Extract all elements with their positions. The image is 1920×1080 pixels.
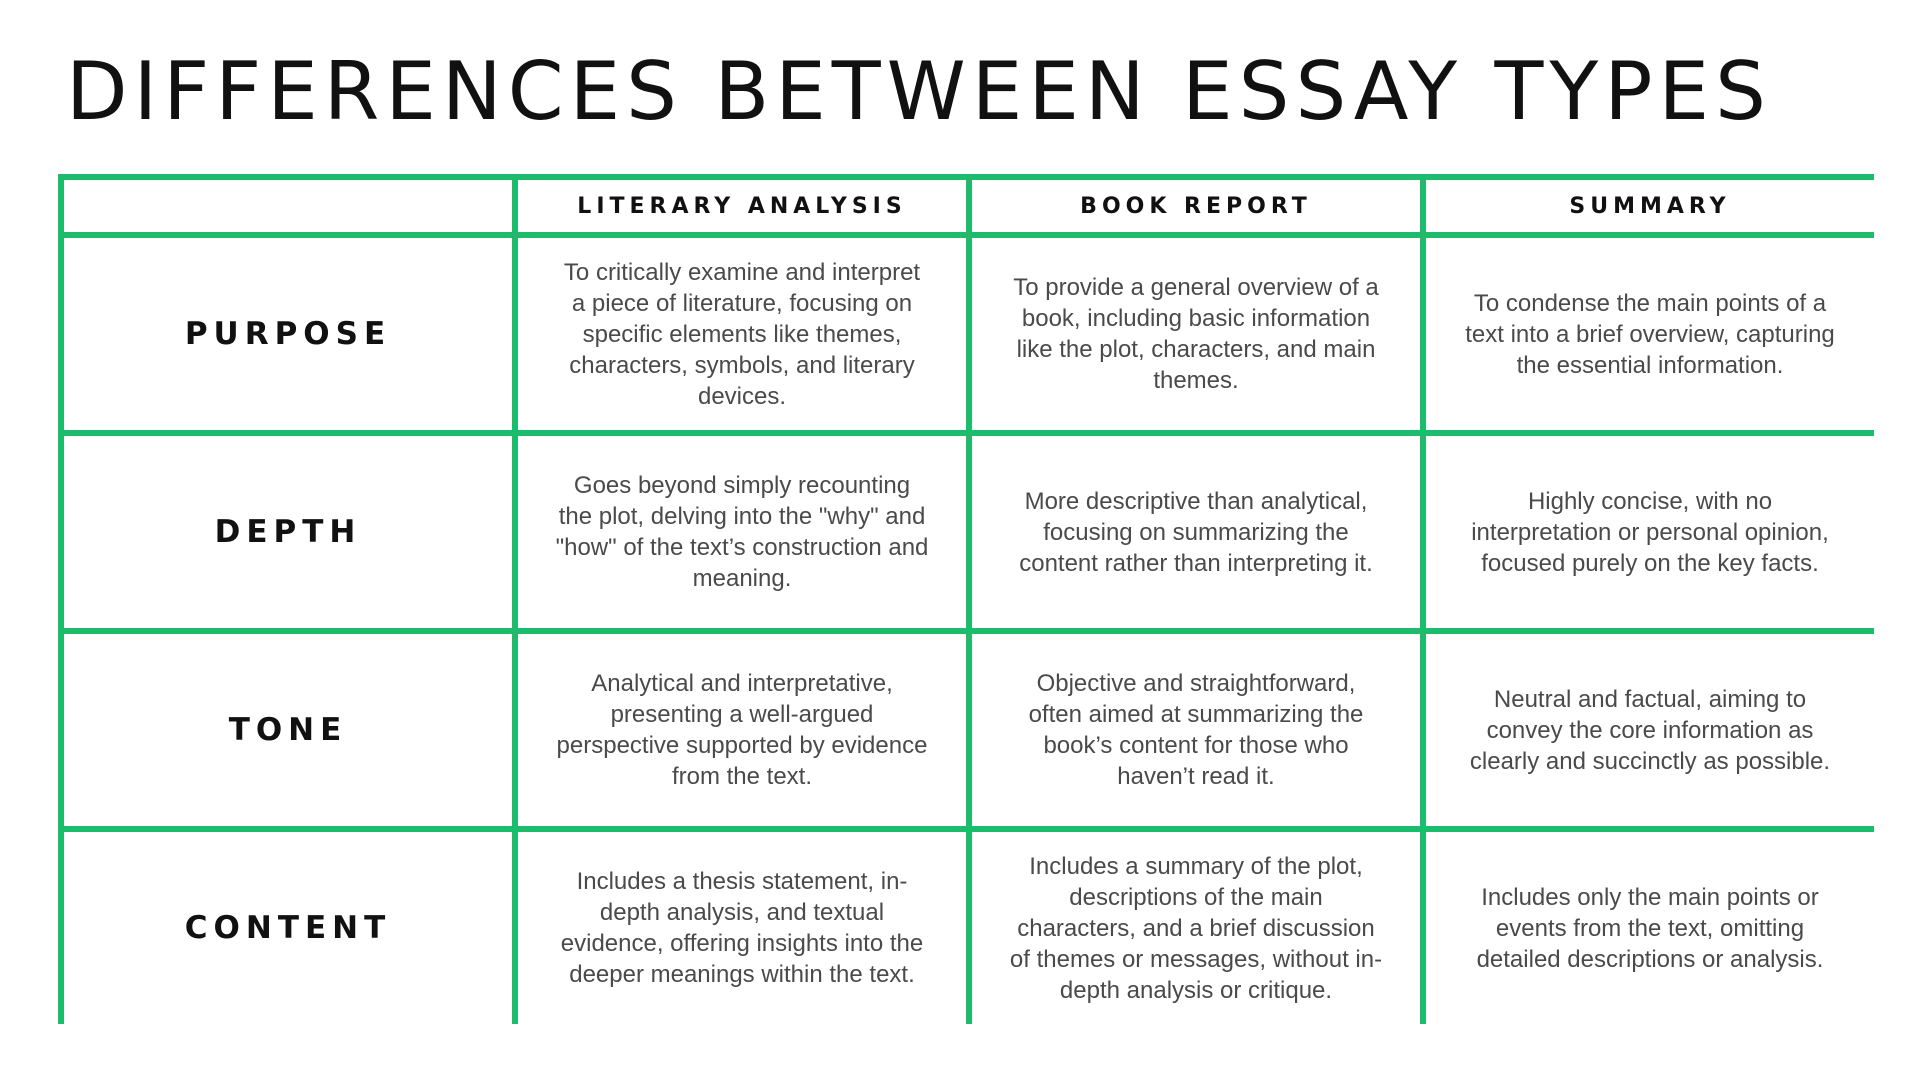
cell-purpose-literary-analysis: To critically examine and interpret a piece of literature, focusing on specific elements like themes, characters, symbols, and literary devices. [518, 238, 966, 430]
row-header-purpose: PURPOSE [64, 238, 512, 430]
cell-purpose-book-report: To provide a general overview of a book, including basic information like the plot, characters, and main themes. [972, 238, 1420, 430]
column-header-book-report: BOOK REPORT [972, 180, 1420, 232]
table-corner-cell [64, 180, 512, 232]
row-header-content: CONTENT [64, 832, 512, 1024]
comparison-table [58, 174, 1874, 1024]
cell-tone-summary: Neutral and factual, aiming to convey the core information as clearly and succinctly as possible. [1426, 634, 1874, 826]
cell-depth-summary: Highly concise, with no interpretation or personal opinion, focused purely on the key facts. [1426, 436, 1874, 628]
row-header-depth: DEPTH [64, 436, 512, 628]
cell-content-literary-analysis: Includes a thesis statement, in-depth analysis, and textual evidence, offering insights into the deeper meanings within the text. [518, 832, 966, 1024]
page-title: DIFFERENCES BETWEEN ESSAY TYPES [66, 45, 1772, 138]
cell-content-book-report: Includes a summary of the plot, descriptions of the main characters, and a brief discussion of themes or messages, without in-depth analysis or critique. [972, 832, 1420, 1024]
cell-depth-book-report: More descriptive than analytical, focusing on summarizing the content rather than interpreting it. [972, 436, 1420, 628]
cell-purpose-summary: To condense the main points of a text into a brief overview, capturing the essential information. [1426, 238, 1874, 430]
cell-content-summary: Includes only the main points or events from the text, omitting detailed descriptions or analysis. [1426, 832, 1874, 1024]
column-header-literary-analysis: LITERARY ANALYSIS [518, 180, 966, 232]
cell-tone-literary-analysis: Analytical and interpretative, presenting a well-argued perspective supported by evidence from the text. [518, 634, 966, 826]
row-header-tone: TONE [64, 634, 512, 826]
column-header-summary: SUMMARY [1426, 180, 1874, 232]
cell-depth-literary-analysis: Goes beyond simply recounting the plot, delving into the "why" and "how" of the text’s construction and meaning. [518, 436, 966, 628]
cell-tone-book-report: Objective and straightforward, often aimed at summarizing the book’s content for those who haven’t read it. [972, 634, 1420, 826]
